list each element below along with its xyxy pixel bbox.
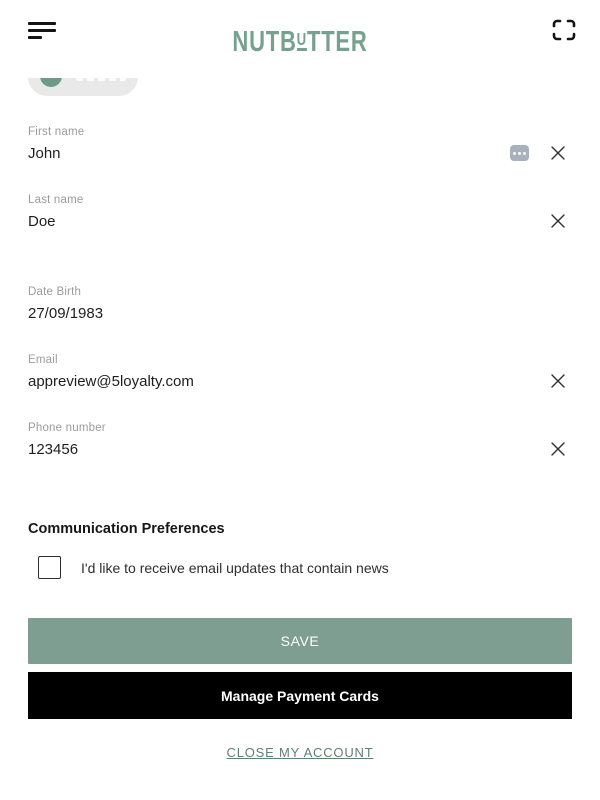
chip-status-dot bbox=[40, 78, 62, 87]
field-first-name bbox=[28, 126, 572, 163]
email-updates-label: I'd like to receive email updates that contain news bbox=[81, 559, 389, 576]
clear-last-name-icon[interactable] bbox=[549, 212, 567, 230]
field-phone-number bbox=[28, 422, 572, 459]
autofill-suggestion-icon[interactable] bbox=[510, 145, 529, 161]
clear-email-icon[interactable] bbox=[549, 372, 567, 390]
email-label: Email bbox=[28, 354, 58, 366]
phone-number-input[interactable] bbox=[28, 441, 549, 458]
date-birth-input[interactable] bbox=[28, 305, 572, 322]
field-email bbox=[28, 354, 572, 391]
email-input[interactable] bbox=[28, 373, 549, 390]
hamburger-menu-icon[interactable] bbox=[28, 20, 58, 40]
close-my-account-link[interactable]: CLOSE MY ACCOUNT bbox=[226, 745, 374, 760]
app-header bbox=[0, 0, 600, 78]
phone-number-label: Phone number bbox=[28, 422, 106, 434]
save-button[interactable]: SAVE bbox=[28, 618, 572, 664]
first-name-input[interactable] bbox=[28, 145, 510, 162]
chip-label-clipped bbox=[76, 78, 126, 81]
nutbutter-logo: NUTBUTTER bbox=[232, 26, 368, 58]
field-last-name bbox=[28, 194, 572, 231]
status-chip-clipped[interactable] bbox=[28, 78, 138, 96]
field-date-birth bbox=[28, 286, 572, 323]
clear-phone-icon[interactable] bbox=[549, 440, 567, 458]
email-updates-option bbox=[28, 556, 572, 579]
clear-first-name-icon[interactable] bbox=[549, 144, 567, 162]
communication-preferences-heading: Communication Preferences bbox=[28, 521, 225, 537]
email-updates-checkbox[interactable] bbox=[38, 556, 61, 579]
first-name-label: First name bbox=[28, 126, 85, 138]
date-birth-label: Date Birth bbox=[28, 286, 82, 298]
qr-scan-icon[interactable] bbox=[552, 19, 576, 41]
account-form-scroll-area bbox=[0, 78, 600, 800]
last-name-input[interactable] bbox=[28, 213, 549, 230]
last-name-label: Last name bbox=[28, 194, 84, 206]
manage-payment-cards-button[interactable]: Manage Payment Cards bbox=[28, 672, 572, 719]
